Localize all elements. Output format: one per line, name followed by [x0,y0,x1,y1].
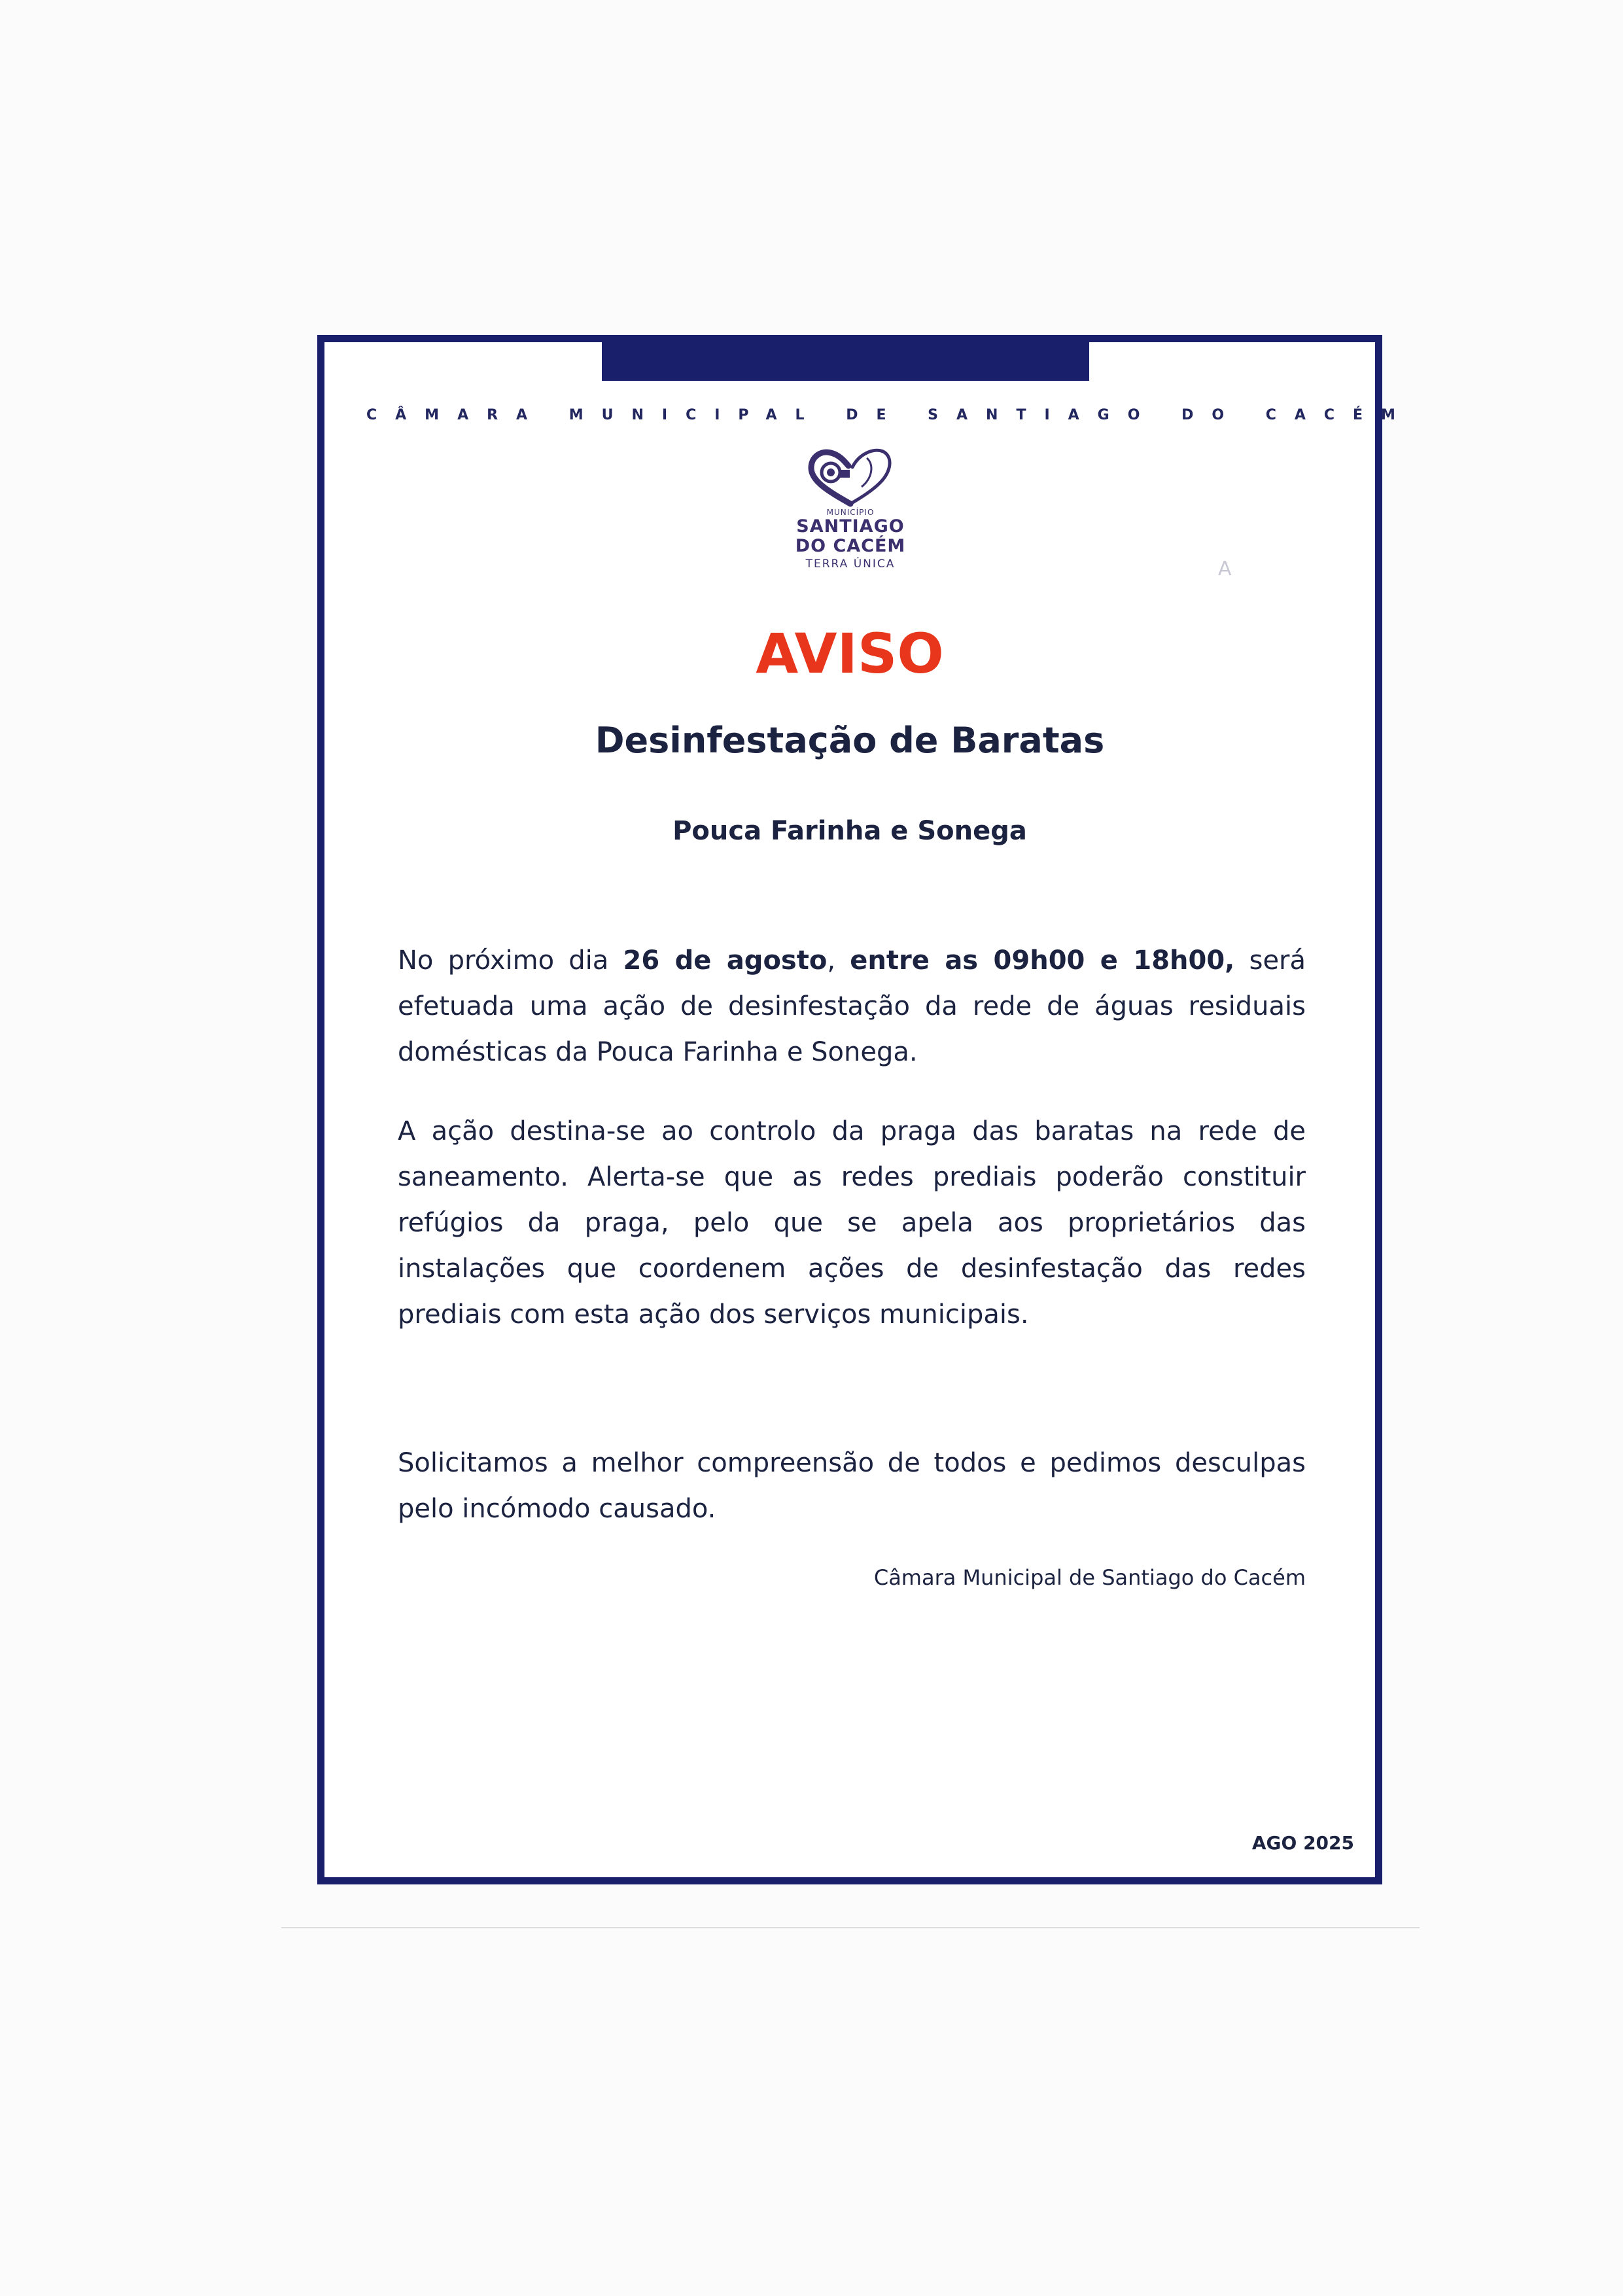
p1-date: 26 de agosto [623,945,828,976]
frame-top-tab [602,335,1089,381]
logo-text-terra-unica: TERRA ÚNICA [805,557,896,571]
logo-text-santiago: SANTIAGO [796,516,905,537]
paragraph-schedule [398,938,1306,1075]
logo-text-do-cacem: DO CACÉM [795,535,906,556]
p1-text-c: será efetuada uma ação de desinfestação da rede de águas residuais domésticas da Pouca Farinha e Sonega. [398,945,1306,1067]
paragraph-apology: Solicitamos a melhor compreensão de todos e pedimos desculpas pelo incómodo causado. [398,1448,1306,1524]
institution-header: CÂMARA MUNICIPAL DE SANTIAGO DO CACÉM [366,407,1414,423]
heart-logo-icon [801,445,899,507]
p1-text-b: , [827,945,850,976]
pencil-mark: ꓮ [1218,557,1232,580]
signature: Câmara Municipal de Santiago do Cacém [873,1565,1306,1590]
notice-subtitle: Desinfestação de Baratas [595,720,1105,761]
notice-location: Pouca Farinha e Sonega [672,816,1027,846]
p1-text-a: No próximo dia [398,945,623,976]
paragraph-purpose: A ação destina-se ao controlo da praga das baratas na rede de saneamento. Alerta-se que as redes prediais poderão constituir refúgios da praga, pelo que se apela aos proprietários das instalações que coordenem ações de desinfestação das redes prediais com esta ação dos serviços municipais. [398,1116,1306,1330]
page-divider [281,1927,1420,1928]
municipality-logo [772,445,929,605]
p1-time: entre as 09h00 e 18h00, [850,945,1235,976]
logo-text-municipio: MUNICÍPIO [826,508,875,517]
notice-title: AVISO [756,622,944,686]
issue-date: AGO 2025 [1251,1832,1354,1854]
